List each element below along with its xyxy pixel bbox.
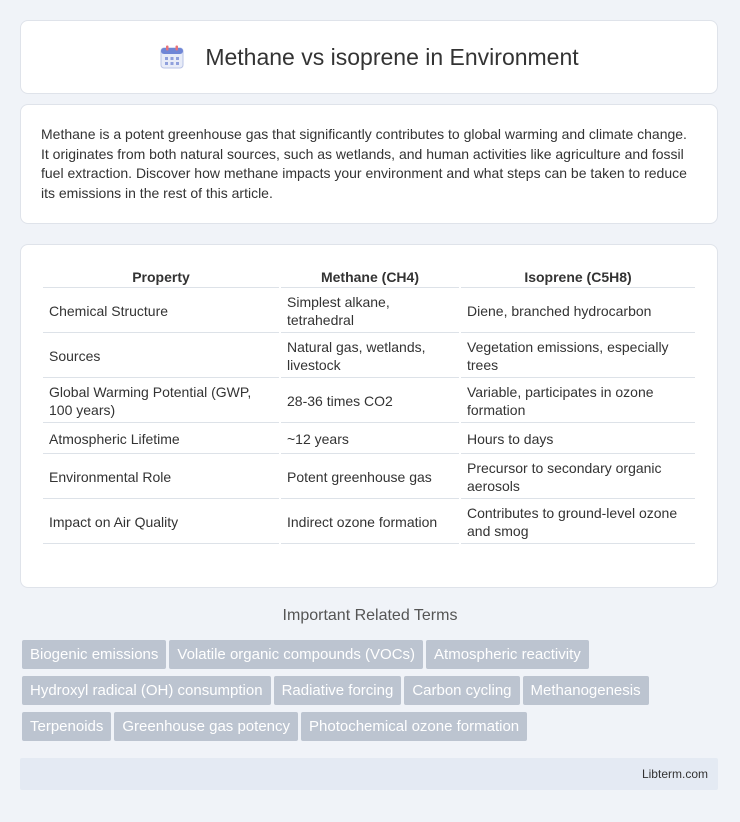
table-cell: ~12 years: [281, 425, 459, 454]
comparison-table: [41, 263, 697, 546]
title-card: [20, 20, 718, 94]
term-tag[interactable]: Hydroxyl radical (OH) consumption: [22, 676, 271, 705]
related-terms-title: Important Related Terms: [282, 607, 458, 624]
column-header: Property: [43, 265, 279, 288]
page-title-text: Methane vs isoprene in Environment: [205, 43, 579, 70]
term-tag[interactable]: Radiative forcing: [274, 676, 402, 705]
table-cell: Hours to days: [461, 425, 695, 454]
calendar-icon: [159, 44, 185, 70]
term-tag[interactable]: Methanogenesis: [523, 676, 649, 705]
comparison-table-card: [20, 244, 718, 588]
table-row: [43, 501, 695, 544]
table-cell: Precursor to secondary organic aerosols: [461, 456, 695, 499]
term-tag[interactable]: Carbon cycling: [404, 676, 519, 705]
table-cell: Sources: [43, 335, 279, 378]
table-header-row: [43, 265, 695, 288]
term-tag[interactable]: Volatile organic compounds (VOCs): [169, 640, 423, 669]
table-cell: Contributes to ground-level ozone and smog: [461, 501, 695, 544]
table-cell: 28-36 times CO2: [281, 380, 459, 423]
table-cell: Potent greenhouse gas: [281, 456, 459, 499]
page-title: [159, 44, 578, 71]
table-row: [43, 335, 695, 378]
term-tag[interactable]: Terpenoids: [22, 712, 111, 741]
table-cell: Environmental Role: [43, 456, 279, 499]
table-row: [43, 290, 695, 333]
term-tag[interactable]: Greenhouse gas potency: [114, 712, 298, 741]
table-row: [43, 425, 695, 454]
term-tag[interactable]: Biogenic emissions: [22, 640, 166, 669]
table-row: [43, 380, 695, 423]
table-row: [43, 456, 695, 499]
table-cell: Global Warming Potential (GWP, 100 years): [43, 380, 279, 423]
footer-site-link[interactable]: Libterm.com: [641, 767, 708, 781]
footer: [20, 758, 718, 790]
table-cell: Vegetation emissions, especially trees: [461, 335, 695, 378]
column-header: Methane (CH4): [281, 265, 459, 288]
table-cell: Atmospheric Lifetime: [43, 425, 279, 454]
table-cell: Impact on Air Quality: [43, 501, 279, 544]
table-cell: Diene, branched hydrocarbon: [461, 290, 695, 333]
table-cell: Simplest alkane, tetrahedral: [281, 290, 459, 333]
table-cell: Chemical Structure: [43, 290, 279, 333]
related-terms-list: [22, 640, 722, 748]
column-header: Isoprene (C5H8): [461, 265, 695, 288]
table-cell: Indirect ozone formation: [281, 501, 459, 544]
table-cell: Natural gas, wetlands, livestock: [281, 335, 459, 378]
term-tag[interactable]: Atmospheric reactivity: [426, 640, 589, 669]
term-tag[interactable]: Photochemical ozone formation: [301, 712, 527, 741]
table-cell: Variable, participates in ozone formation: [461, 380, 695, 423]
intro-paragraph: Methane is a potent greenhouse gas that significantly contributes to global warming and climate change. It originates from both natural sources, such as wetlands, and human activities like agriculture and fossil fuel extraction. Discover how methane impacts your environment and what steps can be taken to reduce its emissions in the rest of this article.: [41, 126, 687, 201]
intro-card: [20, 104, 718, 224]
